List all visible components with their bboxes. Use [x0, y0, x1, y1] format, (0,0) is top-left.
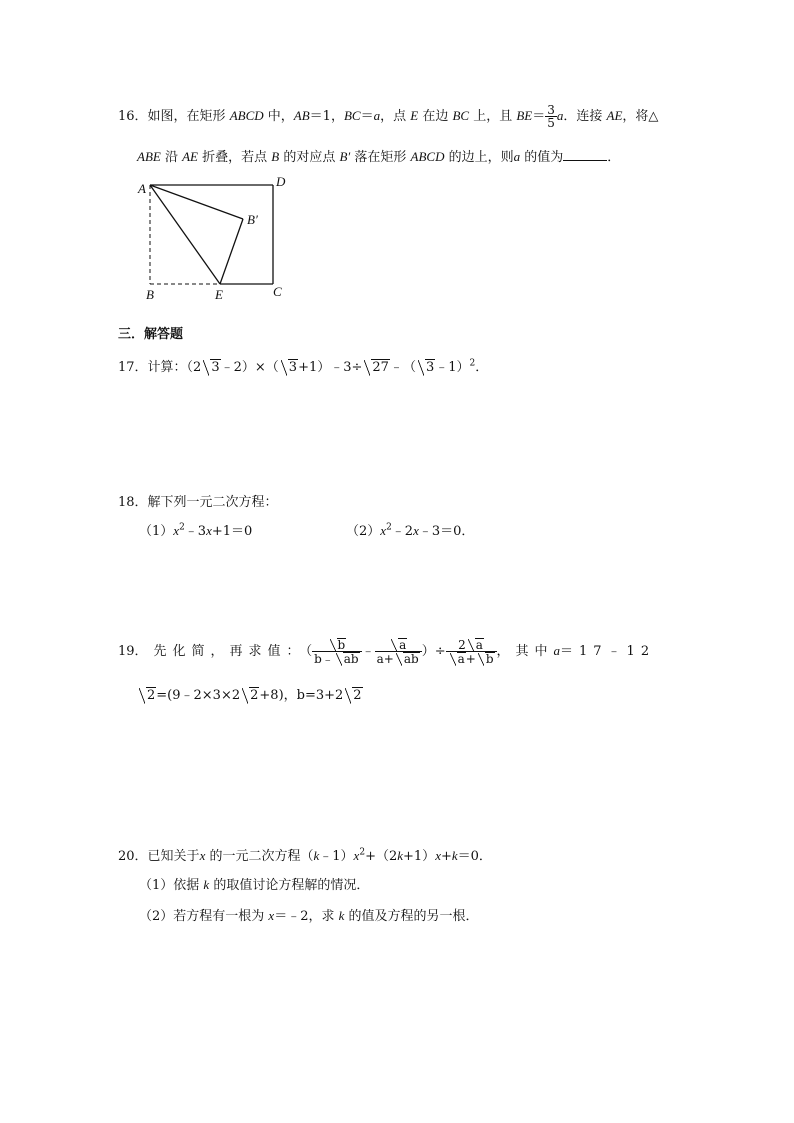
label-b-prime: B′	[247, 212, 258, 227]
fraction-2: $\frac{a}{a+ ab}$	[375, 638, 422, 665]
q17-number: 17	[118, 360, 135, 375]
fraction-3: $\frac{2 a}{a+ b}$	[446, 638, 497, 665]
fraction-1: $\frac{b}{b﹣ ab}$	[312, 638, 362, 665]
q20-number: 20	[118, 849, 135, 864]
q16-line1: 16．如图，在矩形 ABCD 中，AB＝1，BC＝a，点 E 在边 BC 上，且 BE＝ $\frac{3}{5}$ a．连接 AE，将△	[118, 103, 659, 130]
q20-line1: 20．已知关于x 的一元二次方程$(k﹣1)x^2+(2k+1)x+k=0$．	[118, 847, 492, 864]
label-d: D	[276, 174, 286, 189]
rectangle-fold-figure	[130, 172, 300, 307]
q18-part1: $(1)x^2﹣3x+1=0$	[139, 522, 253, 539]
answer-blank[interactable]	[563, 148, 607, 161]
q19-number: 19	[118, 644, 135, 659]
q16-line2: ABE 沿 AE 折叠，若点 B 的对应点 B′ 落在矩形 ABCD 的边上，则a 的值为 ．	[137, 149, 621, 165]
q18-number: 18	[118, 495, 135, 510]
label-b: B	[146, 287, 154, 302]
q18-part2: $(2)x^2﹣2x﹣3=0$．	[346, 522, 475, 539]
section-title: 三．解答题	[118, 327, 184, 342]
edge-ab-prime	[150, 185, 243, 219]
q20-sub2: （2）若方程有一根为 x＝﹣2，求 k 的值及方程的另一根．	[139, 908, 479, 924]
edge-b-prime-e	[220, 219, 243, 284]
fold-line-ae	[150, 185, 220, 284]
fraction-three-fifths: $\frac{3}{5}$	[547, 103, 555, 130]
q18-prompt: 18．解下列一元二次方程：	[118, 495, 278, 510]
q16-number: 16	[118, 109, 135, 124]
sqrt-27: 27	[362, 359, 390, 375]
sqrt-3: 3	[201, 359, 220, 375]
label-e: E	[215, 287, 223, 302]
q20-sub1: （1）依据 k 的取值讨论方程解的情况．	[139, 877, 370, 893]
q19-line1: 19．先化简，再求值：（ $\frac{b}{b﹣ ab}$ ﹣ $\frac{a}{a+ ab}$ ）÷ $\frac{2 a}{a+ b}$ ，其中a＝17﹣12	[118, 638, 656, 666]
q19-line2: 2=(9﹣2×3×2 2+8)，b=3+2 2	[137, 684, 363, 703]
rect-abcd-top-right	[150, 185, 273, 284]
label-c: C	[273, 284, 282, 299]
label-a: A	[138, 181, 146, 196]
q17-line: 17．计算：（2 3﹣2）×（ 3+1）﹣3÷ 27﹣（ 3﹣1）$^2$．	[118, 358, 489, 375]
